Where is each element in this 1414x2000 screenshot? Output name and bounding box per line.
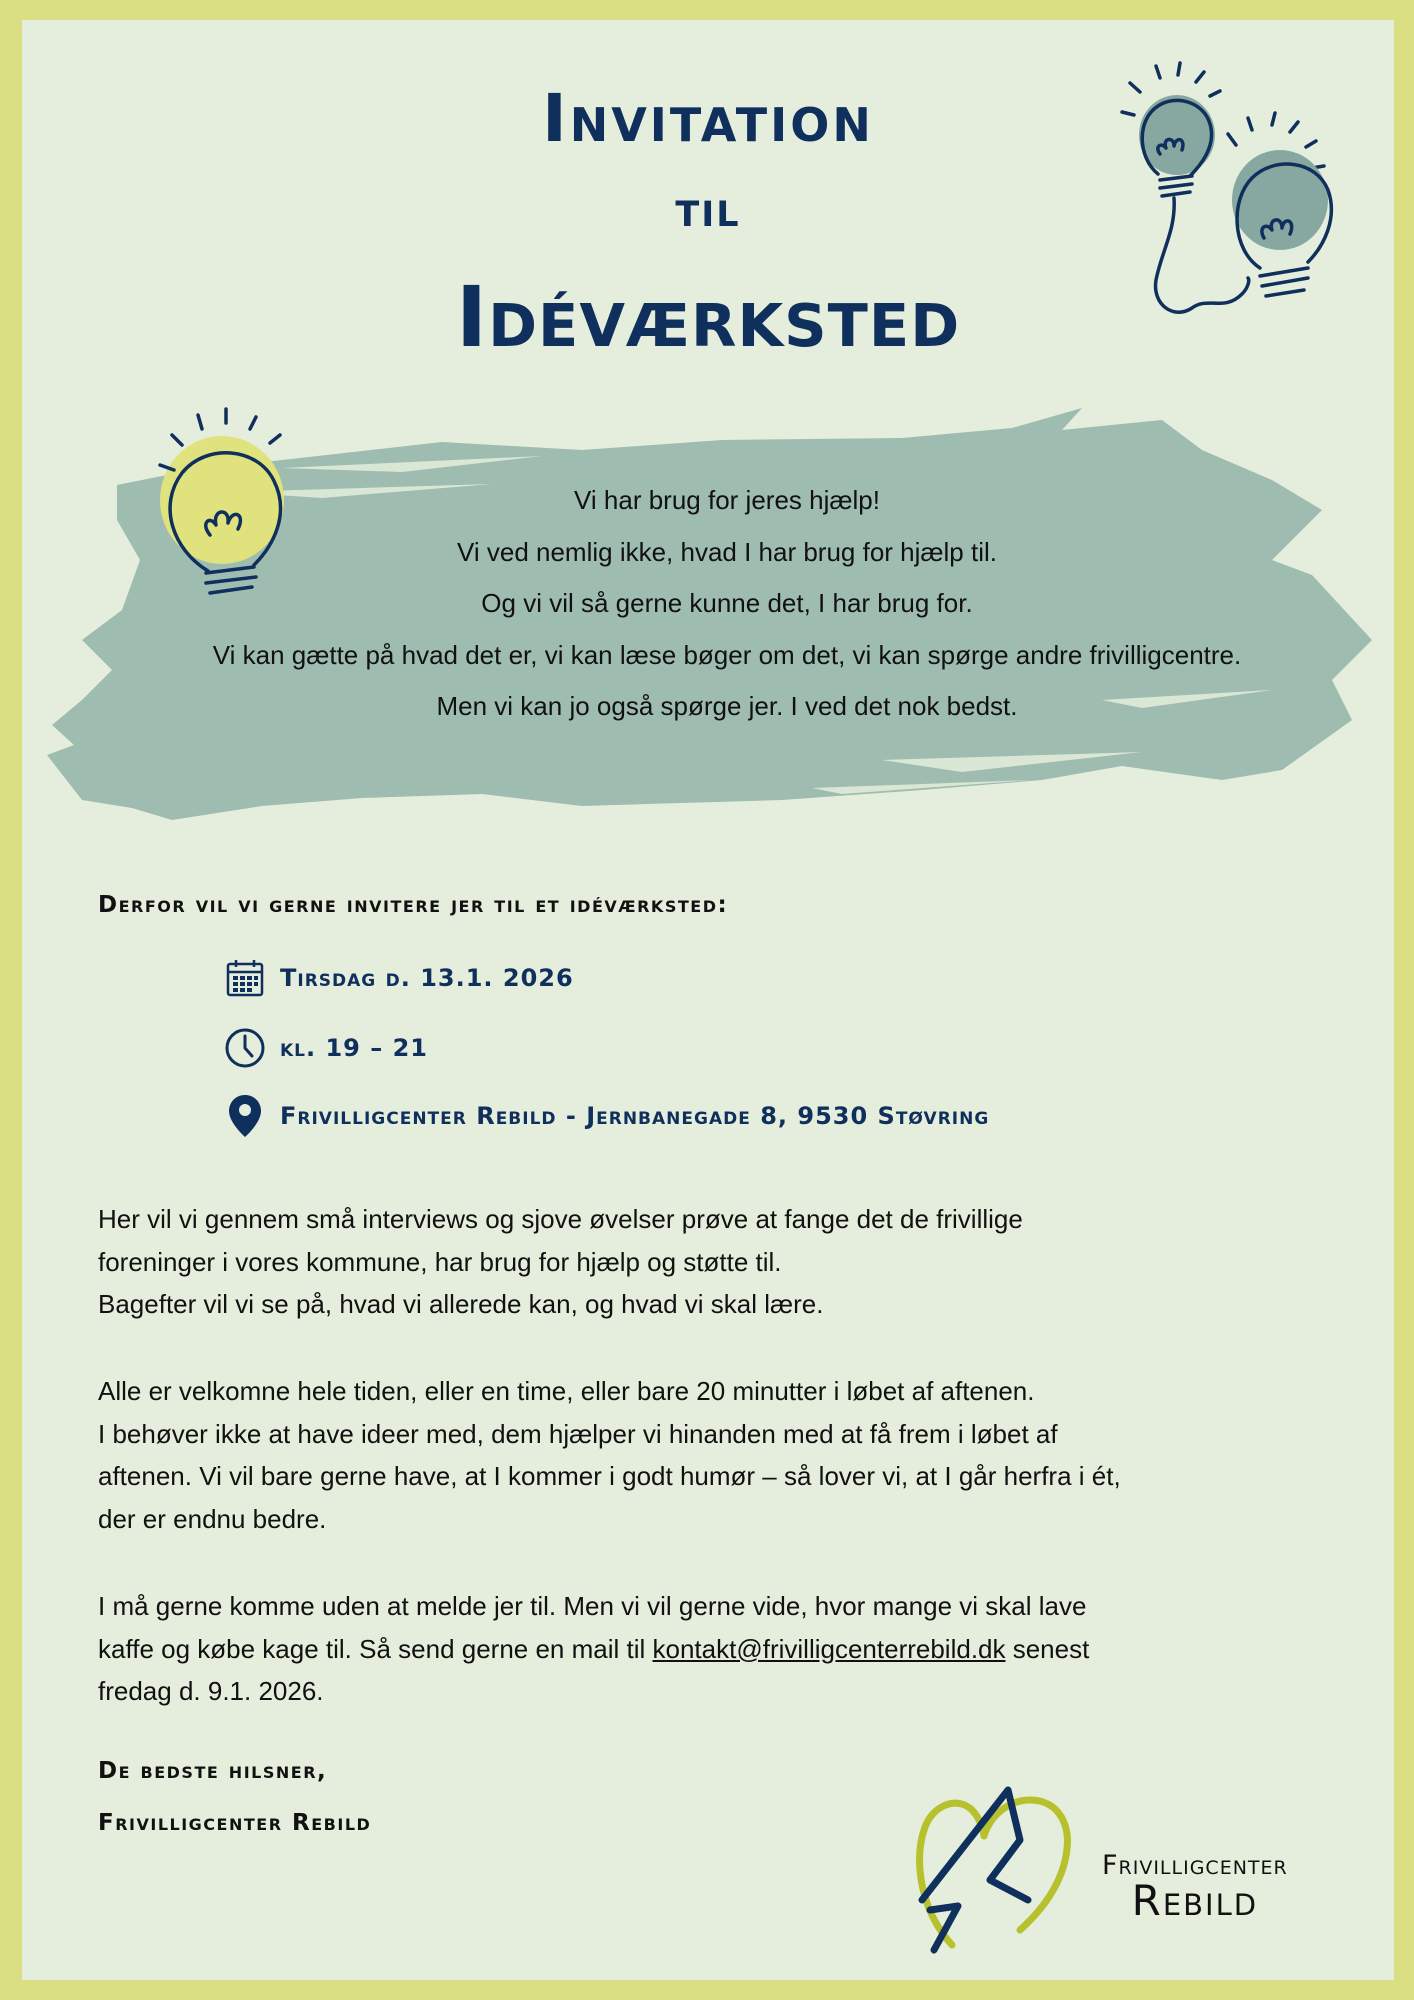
body-line: fredag d. 9.1. 2026. (98, 1676, 324, 1706)
invitation-page (22, 20, 1394, 1980)
body-line: I må gerne komme uden at melde jer til. Men vi vil gerne vide, hvor mange vi skal lave (98, 1591, 1087, 1621)
light-bulbs-icon (1112, 50, 1382, 340)
location-pin-icon (222, 1093, 268, 1139)
body-line (98, 1628, 1338, 1671)
intro-line: Vi kan gætte på hvad det er, vi kan læse bøger om det, vi kan spørge andre frivilligcentre. (212, 639, 1242, 670)
body-text-span: kaffe og købe kage til. Så send gerne en mail til (98, 1633, 653, 1664)
logo-wordmark (1102, 1850, 1288, 1925)
event-date: Tirsdag d. 13.1. 2026 (280, 964, 574, 992)
logo-line-2: Rebild (1131, 1876, 1259, 1925)
body-paragraph-1 (98, 1198, 1338, 1326)
intro-line: Vi ved nemlig ikke, hvad I har brug for hjælp til. (456, 536, 997, 567)
body-line: I behøver ikke at have ideer med, dem hjælper vi hinanden med at få frem i løbet af (98, 1418, 1058, 1449)
body-line: der er endnu bedre. (98, 1503, 327, 1534)
logo-line-1: Frivilligcenter (1102, 1850, 1288, 1881)
title-invitation: Invitation (542, 80, 874, 157)
body-line: Her vil vi gennem små interviews og sjove øvelser prøve at fange det de frivillige (98, 1204, 1023, 1234)
body-line: Alle er velkomne hele tiden, eller en time, eller bare 20 minutter i løbet af aftenen. (98, 1376, 1035, 1406)
signoff-sender: Frivilligcenter Rebild (98, 1810, 372, 1836)
event-location-row (222, 1094, 989, 1138)
body-paragraph-2 (98, 1370, 1338, 1540)
event-date-row (222, 956, 574, 1000)
event-time-row (222, 1026, 428, 1070)
signoff-greeting: De bedste hilsner, (98, 1758, 328, 1784)
body-text-span: senest (1005, 1633, 1090, 1664)
clock-icon (222, 1027, 268, 1069)
invite-heading: Derfor vil vi gerne invitere jer til et idéværksted: (98, 892, 729, 918)
intro-text (82, 475, 1372, 733)
email-link[interactable]: kontakt@frivilligcenterrebild.dk (652, 1633, 1006, 1664)
event-time: kl. 19 – 21 (280, 1034, 428, 1062)
body-line: foreninger i vores kommune, har brug for hjælp og støtte til. (98, 1246, 782, 1277)
intro-line: Og vi vil så gerne kunne det, I har brug for. (481, 588, 973, 618)
body-paragraph-3 (98, 1585, 1338, 1713)
event-location: Frivilligcenter Rebild - Jernbanegade 8, 9530 Støvring (280, 1102, 990, 1130)
calendar-icon (222, 958, 268, 998)
frivilligcenter-logo (910, 1780, 1100, 1960)
body-line: aftenen. Vi vil bare gerne have, at I kommer i godt humør – så lover vi, at I går herfra i ét, (98, 1461, 1121, 1491)
body-line: Bagefter vil vi se på, hvad vi allerede kan, og hvad vi skal lære. (98, 1289, 824, 1319)
title-til: til (675, 180, 741, 238)
title-ideværksted: Idéværksted (455, 268, 961, 366)
intro-line: Men vi kan jo også spørge jer. I ved det nok bedst. (436, 691, 1018, 721)
intro-line: Vi har brug for jeres hjælp! (574, 485, 880, 515)
